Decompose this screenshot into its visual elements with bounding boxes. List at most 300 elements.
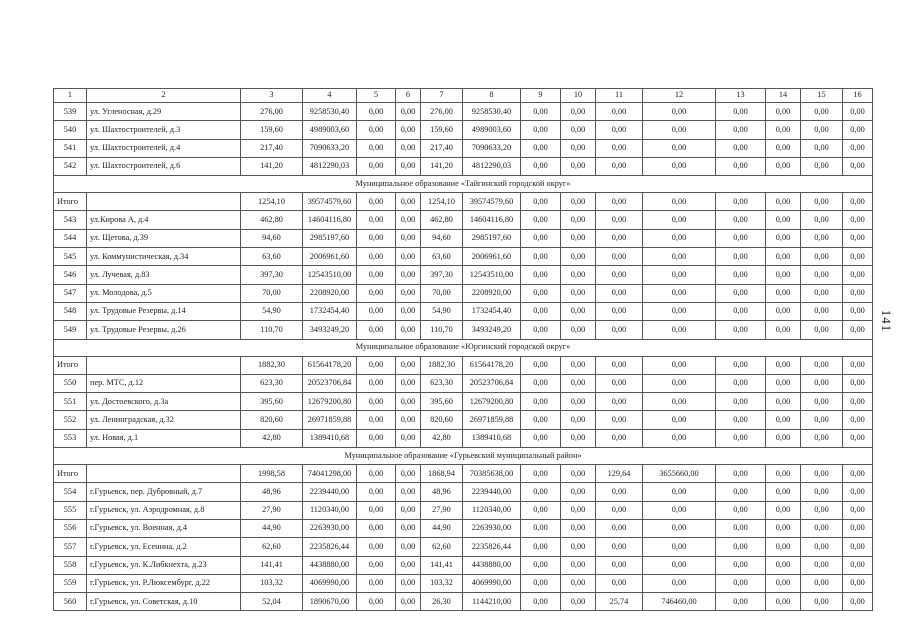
table-row <box>54 266 873 284</box>
address-cell: г.Гурьевск, ул. К.Либкнехта, д.23 <box>87 556 241 574</box>
table-cell-3: 141,41 <box>241 556 303 574</box>
table-cell-7: 1254,10 <box>421 193 463 211</box>
column-number-1: 1 <box>54 89 87 103</box>
page-number: 141 <box>879 309 894 333</box>
table-cell-4: 12543510,00 <box>303 266 357 284</box>
table-cell-5: 0,00 <box>357 284 396 302</box>
table-cell-15: 0,00 <box>801 211 843 229</box>
table-cell-16: 0,00 <box>843 211 873 229</box>
table-cell-16: 0,00 <box>843 483 873 501</box>
table-cell-5: 0,00 <box>357 483 396 501</box>
table-cell-13: 0,00 <box>716 411 766 429</box>
table-cell-8: 4989003,60 <box>463 121 521 139</box>
table-cell-9: 0,00 <box>521 157 561 175</box>
table-cell-3: 70,00 <box>241 284 303 302</box>
table-cell-11: 0,00 <box>596 501 643 519</box>
table-cell-15: 0,00 <box>801 103 843 121</box>
table-row <box>54 393 873 411</box>
housing-register-table <box>53 88 873 611</box>
table-cell-14: 0,00 <box>766 393 801 411</box>
table-cell-12: 0,00 <box>643 538 716 556</box>
table-cell-8: 39574579,60 <box>463 193 521 211</box>
table-cell-13: 0,00 <box>716 321 766 339</box>
table-cell-13: 0,00 <box>716 284 766 302</box>
table-cell-8: 12679200,80 <box>463 393 521 411</box>
table-cell-16: 0,00 <box>843 574 873 592</box>
table-cell-9: 0,00 <box>521 302 561 320</box>
table-cell-8: 12543510,00 <box>463 266 521 284</box>
table-cell-15: 0,00 <box>801 121 843 139</box>
table-cell-4: 2235826,44 <box>303 538 357 556</box>
table-cell-10: 0,00 <box>561 266 596 284</box>
table-cell-9: 0,00 <box>521 139 561 157</box>
table-cell-12: 0,00 <box>643 519 716 537</box>
table-cell-16: 0,00 <box>843 411 873 429</box>
table-cell-3: 1254,10 <box>241 193 303 211</box>
table-cell-13: 0,00 <box>716 302 766 320</box>
section-heading-row <box>54 448 873 465</box>
table-cell-5: 0,00 <box>357 501 396 519</box>
table-cell-16: 0,00 <box>843 229 873 247</box>
table-cell-3: 110,70 <box>241 321 303 339</box>
row-number: 558 <box>54 556 87 574</box>
address-cell: ул. Щетова, д.39 <box>87 229 241 247</box>
table-row <box>54 501 873 519</box>
table-cell-10: 0,00 <box>561 483 596 501</box>
table-cell-15: 0,00 <box>801 501 843 519</box>
table-row <box>54 302 873 320</box>
table-cell-3: 462,80 <box>241 211 303 229</box>
table-cell-10: 0,00 <box>561 321 596 339</box>
table-cell-10: 0,00 <box>561 593 596 611</box>
table-cell-4: 26971859,88 <box>303 411 357 429</box>
column-number-8: 8 <box>463 89 521 103</box>
table-cell-3: 44,90 <box>241 519 303 537</box>
table-row <box>54 374 873 392</box>
table-cell-16: 0,00 <box>843 465 873 483</box>
table-cell-7: 397,30 <box>421 266 463 284</box>
table-cell-8: 20523706,84 <box>463 374 521 392</box>
table-cell-7: 623,30 <box>421 374 463 392</box>
table-cell-12: 0,00 <box>643 302 716 320</box>
table-cell-13: 0,00 <box>716 593 766 611</box>
table-cell-15: 0,00 <box>801 321 843 339</box>
total-row <box>54 356 873 374</box>
table-cell-15: 0,00 <box>801 193 843 211</box>
table-cell-14: 0,00 <box>766 211 801 229</box>
table-cell-14: 0,00 <box>766 103 801 121</box>
table-cell-6: 0,00 <box>396 501 421 519</box>
table-cell-14: 0,00 <box>766 157 801 175</box>
table-row <box>54 139 873 157</box>
table-cell-8: 7090633,20 <box>463 139 521 157</box>
column-number-10: 10 <box>561 89 596 103</box>
table-cell-10: 0,00 <box>561 229 596 247</box>
table-cell-14: 0,00 <box>766 374 801 392</box>
table-cell-5: 0,00 <box>357 302 396 320</box>
table-cell-6: 0,00 <box>396 103 421 121</box>
address-cell: ул. Лучевая, д.83 <box>87 266 241 284</box>
address-cell: ул. Трудовые Резервы, д.14 <box>87 302 241 320</box>
table-cell-7: 462,80 <box>421 211 463 229</box>
table-cell-9: 0,00 <box>521 284 561 302</box>
table-cell-5: 0,00 <box>357 556 396 574</box>
column-number-15: 15 <box>801 89 843 103</box>
table-cell-9: 0,00 <box>521 374 561 392</box>
table-cell-14: 0,00 <box>766 593 801 611</box>
table-cell-4: 2239440,00 <box>303 483 357 501</box>
table-cell-12: 0,00 <box>643 139 716 157</box>
table-cell-7: 62,60 <box>421 538 463 556</box>
table-row <box>54 593 873 611</box>
row-number: 560 <box>54 593 87 611</box>
table-cell-9: 0,00 <box>521 501 561 519</box>
table-cell-6: 0,00 <box>396 556 421 574</box>
table-cell-7: 27,90 <box>421 501 463 519</box>
table-cell-9: 0,00 <box>521 321 561 339</box>
table-cell-15: 0,00 <box>801 356 843 374</box>
table-cell-7: 26,30 <box>421 593 463 611</box>
table-cell-4: 7090633,20 <box>303 139 357 157</box>
table-cell-14: 0,00 <box>766 248 801 266</box>
table-cell-15: 0,00 <box>801 302 843 320</box>
table-cell-6: 0,00 <box>396 538 421 556</box>
table-cell-14: 0,00 <box>766 483 801 501</box>
table-cell-14: 0,00 <box>766 538 801 556</box>
column-number-16: 16 <box>843 89 873 103</box>
table-cell-13: 0,00 <box>716 211 766 229</box>
table-cell-9: 0,00 <box>521 538 561 556</box>
table-cell-14: 0,00 <box>766 465 801 483</box>
table-cell-5: 0,00 <box>357 103 396 121</box>
table-cell-16: 0,00 <box>843 593 873 611</box>
row-number: 557 <box>54 538 87 556</box>
table-cell-9: 0,00 <box>521 229 561 247</box>
table-cell-16: 0,00 <box>843 193 873 211</box>
table-cell-4: 1389410,68 <box>303 429 357 447</box>
table-cell-11: 0,00 <box>596 321 643 339</box>
table-cell-11: 0,00 <box>596 393 643 411</box>
table-cell-11: 0,00 <box>596 538 643 556</box>
table-cell-4: 1120340,00 <box>303 501 357 519</box>
table-cell-10: 0,00 <box>561 429 596 447</box>
table-cell-8: 1120340,00 <box>463 501 521 519</box>
address-cell: ул. Угленосная, д.29 <box>87 103 241 121</box>
table-cell-5: 0,00 <box>357 211 396 229</box>
table-cell-12: 0,00 <box>643 483 716 501</box>
table-row <box>54 211 873 229</box>
table-cell-15: 0,00 <box>801 374 843 392</box>
table-cell-6: 0,00 <box>396 193 421 211</box>
column-number-11: 11 <box>596 89 643 103</box>
table-cell-8: 3493249,20 <box>463 321 521 339</box>
table-row <box>54 321 873 339</box>
table-cell-10: 0,00 <box>561 556 596 574</box>
table-cell-13: 0,00 <box>716 393 766 411</box>
table-cell-4: 4069990,00 <box>303 574 357 592</box>
table-cell-12: 0,00 <box>643 393 716 411</box>
table-cell-16: 0,00 <box>843 121 873 139</box>
table-cell-12: 0,00 <box>643 411 716 429</box>
table-cell-4: 2006961,60 <box>303 248 357 266</box>
row-number: 542 <box>54 157 87 175</box>
table-cell-16: 0,00 <box>843 519 873 537</box>
table-cell-14: 0,00 <box>766 411 801 429</box>
table-cell-5: 0,00 <box>357 229 396 247</box>
table-cell-9: 0,00 <box>521 574 561 592</box>
table-cell-16: 0,00 <box>843 538 873 556</box>
table-cell-13: 0,00 <box>716 139 766 157</box>
table-cell-8: 4812290,03 <box>463 157 521 175</box>
table-cell-9: 0,00 <box>521 266 561 284</box>
table-cell-3: 48,96 <box>241 483 303 501</box>
address-cell: г.Гурьевск, ул. Р.Люксембург, д.22 <box>87 574 241 592</box>
table-cell-7: 820,60 <box>421 411 463 429</box>
table-cell-11: 0,00 <box>596 248 643 266</box>
address-cell: ул. Ленинградская, д.32 <box>87 411 241 429</box>
column-number-9: 9 <box>521 89 561 103</box>
table-cell-11: 0,00 <box>596 574 643 592</box>
column-number-5: 5 <box>357 89 396 103</box>
table-cell-6: 0,00 <box>396 483 421 501</box>
section-heading: Муниципальное образование «Юргинский городской округ» <box>54 339 873 356</box>
table-cell-9: 0,00 <box>521 103 561 121</box>
table-cell-3: 141,20 <box>241 157 303 175</box>
table-cell-15: 0,00 <box>801 284 843 302</box>
table-cell-11: 0,00 <box>596 411 643 429</box>
table-cell-4: 39574579,60 <box>303 193 357 211</box>
row-number: 547 <box>54 284 87 302</box>
table-cell-4: 12679200,80 <box>303 393 357 411</box>
table-cell-5: 0,00 <box>357 266 396 284</box>
table-cell-9: 0,00 <box>521 429 561 447</box>
address-cell <box>87 193 241 211</box>
table-cell-13: 0,00 <box>716 266 766 284</box>
table-cell-11: 129,64 <box>596 465 643 483</box>
table-cell-8: 2006961,60 <box>463 248 521 266</box>
table-cell-7: 1868,94 <box>421 465 463 483</box>
address-cell: ул. Трудовые Резервы, д.26 <box>87 321 241 339</box>
table-cell-15: 0,00 <box>801 266 843 284</box>
table-cell-8: 70385638,00 <box>463 465 521 483</box>
table-cell-8: 1732454,40 <box>463 302 521 320</box>
table-cell-14: 0,00 <box>766 284 801 302</box>
table-cell-3: 63,60 <box>241 248 303 266</box>
table-cell-3: 52,04 <box>241 593 303 611</box>
table-cell-8: 14604116,80 <box>463 211 521 229</box>
table-cell-12: 0,00 <box>643 211 716 229</box>
table-cell-5: 0,00 <box>357 374 396 392</box>
table-cell-11: 0,00 <box>596 556 643 574</box>
table-cell-9: 0,00 <box>521 193 561 211</box>
table-cell-6: 0,00 <box>396 356 421 374</box>
table-cell-10: 0,00 <box>561 211 596 229</box>
row-number: 548 <box>54 302 87 320</box>
table-cell-16: 0,00 <box>843 302 873 320</box>
row-number: 552 <box>54 411 87 429</box>
row-number: 553 <box>54 429 87 447</box>
table-cell-14: 0,00 <box>766 556 801 574</box>
table-cell-4: 1890670,00 <box>303 593 357 611</box>
table-cell-5: 0,00 <box>357 538 396 556</box>
table-cell-9: 0,00 <box>521 393 561 411</box>
table-cell-8: 1144210,00 <box>463 593 521 611</box>
table-cell-16: 0,00 <box>843 266 873 284</box>
table-row <box>54 157 873 175</box>
table-cell-14: 0,00 <box>766 429 801 447</box>
table-cell-9: 0,00 <box>521 356 561 374</box>
table-cell-5: 0,00 <box>357 121 396 139</box>
row-number: 540 <box>54 121 87 139</box>
table-cell-10: 0,00 <box>561 103 596 121</box>
table-cell-4: 9258530,40 <box>303 103 357 121</box>
row-number: 546 <box>54 266 87 284</box>
section-heading: Муниципальное образование «Гурьевский муниципальный район» <box>54 448 873 465</box>
table-cell-8: 26971859,88 <box>463 411 521 429</box>
table-cell-7: 141,41 <box>421 556 463 574</box>
table-cell-7: 276,00 <box>421 103 463 121</box>
table-cell-6: 0,00 <box>396 411 421 429</box>
table-cell-12: 0,00 <box>643 248 716 266</box>
table-cell-14: 0,00 <box>766 356 801 374</box>
table-cell-15: 0,00 <box>801 483 843 501</box>
table-cell-15: 0,00 <box>801 538 843 556</box>
address-cell: ул. Достоевского, д.3а <box>87 393 241 411</box>
table-cell-7: 1882,30 <box>421 356 463 374</box>
table-cell-12: 0,00 <box>643 284 716 302</box>
table-cell-10: 0,00 <box>561 393 596 411</box>
table-cell-6: 0,00 <box>396 429 421 447</box>
row-number: 544 <box>54 229 87 247</box>
table-cell-5: 0,00 <box>357 519 396 537</box>
table-cell-12: 0,00 <box>643 321 716 339</box>
table-cell-16: 0,00 <box>843 556 873 574</box>
table-cell-9: 0,00 <box>521 121 561 139</box>
table-cell-13: 0,00 <box>716 501 766 519</box>
address-cell: г.Гурьевск, пер. Дубровный, д.7 <box>87 483 241 501</box>
table-cell-15: 0,00 <box>801 393 843 411</box>
table-cell-3: 395,60 <box>241 393 303 411</box>
table-cell-16: 0,00 <box>843 103 873 121</box>
table-cell-16: 0,00 <box>843 248 873 266</box>
table-cell-10: 0,00 <box>561 193 596 211</box>
table-cell-3: 276,00 <box>241 103 303 121</box>
table-cell-15: 0,00 <box>801 429 843 447</box>
table-cell-4: 20523706,84 <box>303 374 357 392</box>
table-cell-6: 0,00 <box>396 519 421 537</box>
table-cell-7: 110,70 <box>421 321 463 339</box>
table-cell-4: 3493249,20 <box>303 321 357 339</box>
table-cell-3: 159,60 <box>241 121 303 139</box>
table-cell-8: 2235826,44 <box>463 538 521 556</box>
table-cell-14: 0,00 <box>766 574 801 592</box>
table-cell-14: 0,00 <box>766 121 801 139</box>
table-cell-12: 0,00 <box>643 574 716 592</box>
table-cell-7: 70,00 <box>421 284 463 302</box>
table-cell-11: 25,74 <box>596 593 643 611</box>
table-cell-8: 1389410,68 <box>463 429 521 447</box>
table-cell-6: 0,00 <box>396 302 421 320</box>
table-cell-15: 0,00 <box>801 556 843 574</box>
table-cell-15: 0,00 <box>801 411 843 429</box>
table-cell-14: 0,00 <box>766 229 801 247</box>
table-cell-12: 0,00 <box>643 556 716 574</box>
column-number-13: 13 <box>716 89 766 103</box>
table-cell-12: 0,00 <box>643 429 716 447</box>
table-cell-12: 0,00 <box>643 356 716 374</box>
address-cell: г.Гурьевск, ул. Есенина, д.2 <box>87 538 241 556</box>
table-cell-16: 0,00 <box>843 139 873 157</box>
table-row <box>54 538 873 556</box>
table-cell-5: 0,00 <box>357 157 396 175</box>
column-number-row <box>54 89 873 103</box>
table-cell-5: 0,00 <box>357 321 396 339</box>
table-row <box>54 483 873 501</box>
table-row <box>54 411 873 429</box>
address-cell: ул. Новая, д.1 <box>87 429 241 447</box>
table-cell-13: 0,00 <box>716 356 766 374</box>
total-row <box>54 465 873 483</box>
table-cell-16: 0,00 <box>843 284 873 302</box>
row-number: 554 <box>54 483 87 501</box>
address-cell <box>87 356 241 374</box>
table-cell-11: 0,00 <box>596 121 643 139</box>
table-cell-7: 103,32 <box>421 574 463 592</box>
table-cell-3: 42,80 <box>241 429 303 447</box>
table-cell-11: 0,00 <box>596 483 643 501</box>
column-number-12: 12 <box>643 89 716 103</box>
table-cell-7: 217,40 <box>421 139 463 157</box>
table-cell-6: 0,00 <box>396 157 421 175</box>
table-cell-4: 4812290,03 <box>303 157 357 175</box>
table-cell-6: 0,00 <box>396 593 421 611</box>
table-cell-7: 141,20 <box>421 157 463 175</box>
table-cell-10: 0,00 <box>561 248 596 266</box>
table-cell-12: 0,00 <box>643 229 716 247</box>
table-cell-5: 0,00 <box>357 356 396 374</box>
table-cell-10: 0,00 <box>561 139 596 157</box>
table-cell-3: 397,30 <box>241 266 303 284</box>
table-cell-3: 54,90 <box>241 302 303 320</box>
table-cell-6: 0,00 <box>396 266 421 284</box>
table-cell-15: 0,00 <box>801 465 843 483</box>
table-cell-7: 63,60 <box>421 248 463 266</box>
table-cell-14: 0,00 <box>766 139 801 157</box>
table-cell-14: 0,00 <box>766 321 801 339</box>
table-cell-16: 0,00 <box>843 321 873 339</box>
total-row <box>54 193 873 211</box>
table-cell-13: 0,00 <box>716 429 766 447</box>
table-cell-13: 0,00 <box>716 229 766 247</box>
table-cell-6: 0,00 <box>396 321 421 339</box>
table-cell-4: 14604116,80 <box>303 211 357 229</box>
table-cell-15: 0,00 <box>801 248 843 266</box>
table-cell-13: 0,00 <box>716 538 766 556</box>
table-cell-4: 74041298,00 <box>303 465 357 483</box>
table-cell-11: 0,00 <box>596 157 643 175</box>
table-cell-8: 61564178,20 <box>463 356 521 374</box>
row-number: 549 <box>54 321 87 339</box>
table-cell-4: 2263930,00 <box>303 519 357 537</box>
table-cell-10: 0,00 <box>561 574 596 592</box>
column-number-7: 7 <box>421 89 463 103</box>
table-cell-12: 0,00 <box>643 266 716 284</box>
table-cell-9: 0,00 <box>521 593 561 611</box>
table-cell-10: 0,00 <box>561 121 596 139</box>
address-cell: ул. Молодова, д.5 <box>87 284 241 302</box>
row-number: 541 <box>54 139 87 157</box>
table-cell-4: 4989003,60 <box>303 121 357 139</box>
